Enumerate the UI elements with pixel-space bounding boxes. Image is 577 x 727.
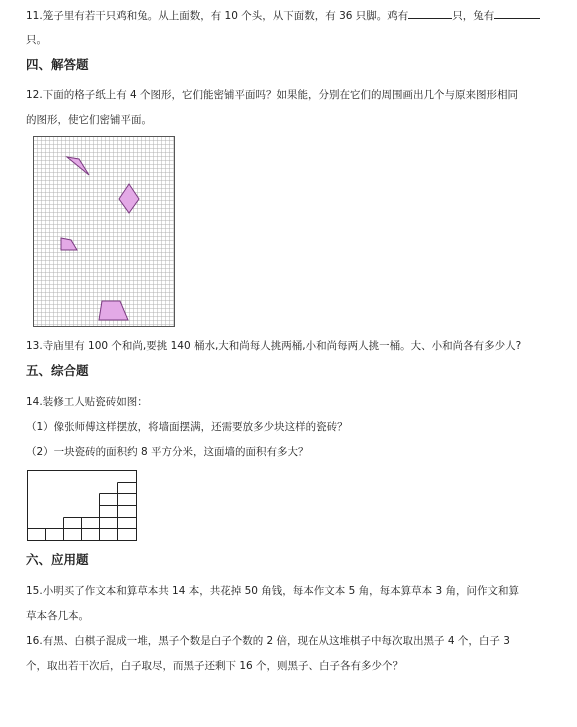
q14-intro: 14.装修工人贴瓷砖如图： — [26, 396, 148, 408]
q13-text: 13.寺庙里有 100 个和尚,要挑 140 桶水,大和尚每人挑两桶,小和尚每两人挑一桶。大、小和尚各有多少人? — [26, 340, 522, 352]
q12-line2: 的图形，使它们密铺平面。 — [26, 114, 152, 126]
section-heading-comprehensive: 五、综合题 — [26, 363, 89, 378]
tile-rows — [28, 483, 137, 541]
q11-text: 11.笼子里有若干只鸡和兔。从上面数，有 10 个头，从下面数，有 36 只脚。鸡有 只，兔有 — [26, 8, 540, 23]
q14-part1: （1）像张师傅这样摆放，将墙面摆满，还需要放多少块这样的瓷砖？ — [26, 421, 348, 433]
section-heading-answer: 四、解答题 — [26, 57, 89, 72]
q12-line1: 12.下面的格子纸上有 4 个图形，它们能密铺平面吗？如果能，分别在它们的周围画出几个与原来图形相同 — [26, 89, 519, 101]
q15-line2: 草本各几本。 — [26, 610, 89, 622]
quadrilateral-shape — [61, 238, 77, 250]
answer-blank-rabbits[interactable] — [494, 8, 540, 19]
section-heading-application: 六、应用题 — [26, 552, 89, 567]
grid-lines — [33, 136, 175, 327]
tile-wall-figure — [27, 470, 139, 542]
q15-line1: 15.小明买了作文本和算草本共 14 本，共花掉 50 角钱，每本作文本 5 角，每本算草本 3 角，问作文和算 — [26, 585, 519, 597]
q16-line1: 16.有黑、白棋子混成一堆，黑子个数是白子个数的 2 倍，现在从这堆棋子中每次取出黑子 4 个，白子 3 — [26, 635, 510, 647]
trapezoid-shape — [99, 301, 128, 320]
grid-paper-figure — [33, 136, 175, 327]
answer-blank-chickens[interactable] — [408, 8, 452, 19]
q14-part2: （2）一块瓷砖的面积约 8 平方分米，这面墙的面积有多大？ — [26, 446, 309, 458]
q11-text-end: 只。 — [26, 34, 47, 46]
q16-line2: 个，取出若干次后，白子取尽，而黑子还剩下 16 个，则黑子、白子各有多少个？ — [26, 660, 404, 672]
